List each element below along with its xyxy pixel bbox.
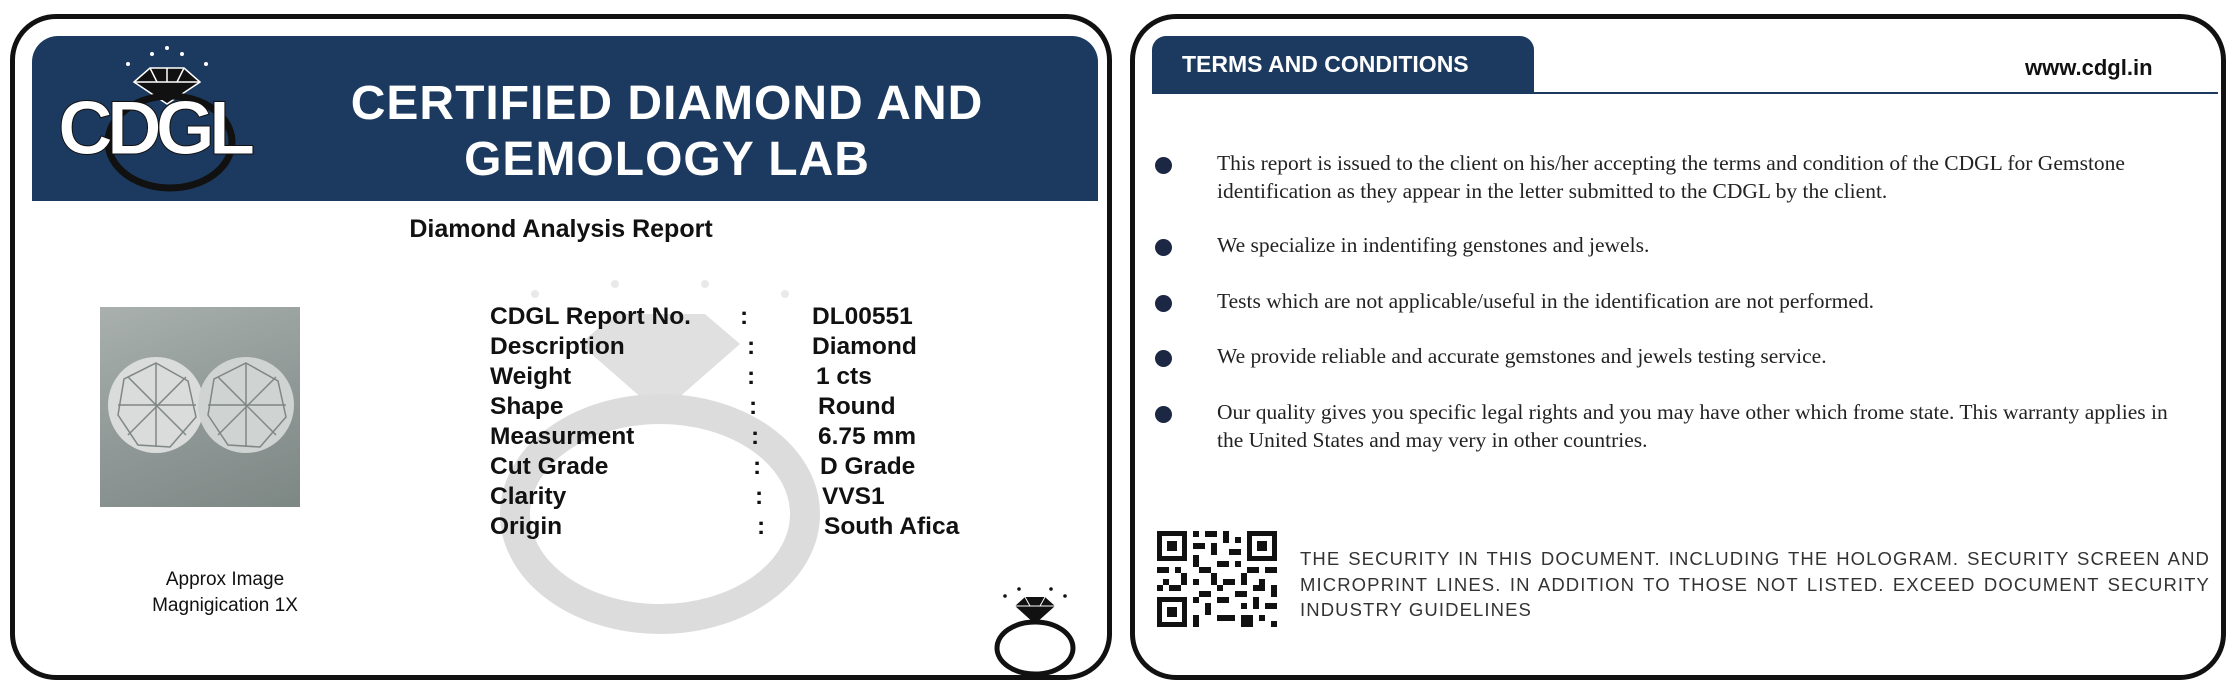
detail-label: CDGL Report No. xyxy=(490,303,691,330)
report-front-card xyxy=(10,14,1112,680)
detail-value: D Grade xyxy=(820,453,916,480)
cdgl-logo xyxy=(52,42,292,192)
term-text: We specialize in indentifing genstones and jewels. xyxy=(1217,233,1650,257)
bullet-icon xyxy=(1155,350,1172,367)
qr-code-icon[interactable] xyxy=(1157,531,1277,627)
detail-colon: : xyxy=(740,303,749,330)
term-text: We provide reliable and accurate gemstones and jewels testing service. xyxy=(1217,344,1827,368)
detail-colon: : xyxy=(757,513,766,540)
lab-title xyxy=(307,76,1027,188)
bullet-icon xyxy=(1155,157,1172,174)
detail-label: Origin xyxy=(490,513,563,540)
photo-caption xyxy=(95,567,355,619)
bullet-icon xyxy=(1155,406,1172,423)
detail-label: Description xyxy=(490,333,625,360)
diamond-pair-image xyxy=(100,307,300,507)
detail-value: Round xyxy=(818,393,896,420)
detail-colon: : xyxy=(749,393,758,420)
report-subtitle: Diamond Analysis Report xyxy=(409,215,713,243)
detail-colon: : xyxy=(753,453,762,480)
detail-value: Diamond xyxy=(812,333,917,360)
term-text: This report is issued to the client on his/her accepting the terms and condition of the CDGL for Gemstone identification as they appear in the letter submitted to the CDGL by the client. xyxy=(1217,151,2125,203)
detail-value: 6.75 mm xyxy=(818,423,917,450)
diamond-photo xyxy=(100,307,300,507)
website-link[interactable]: www.cdgl.in xyxy=(2025,55,2153,80)
report-back-card xyxy=(1130,14,2226,680)
terms-heading-rule xyxy=(1152,92,2218,94)
header-banner xyxy=(32,36,1098,201)
bullet-icon xyxy=(1155,295,1172,312)
lab-title-line2: GEMOLOGY LAB xyxy=(464,133,870,186)
detail-value: 1 cts xyxy=(816,363,872,390)
terms-heading-tab: TERMS AND CONDITIONS xyxy=(1152,36,1534,92)
security-notice: THE SECURITY IN THIS DOCUMENT. INCLUDING THE HOLOGRAM. SECURITY SCREEN AND MICROPRINT LINES. IN ADDITION TO THOSE NOT LISTED. EXCEED DOCUMENT SECURITY INDUSTRY GUIDELINES xyxy=(1300,548,2210,620)
svg-text:CDGL: CDGL xyxy=(58,86,250,171)
detail-value: DL00551 xyxy=(812,303,913,330)
detail-colon: : xyxy=(747,363,756,390)
diamond-ring-seal-icon xyxy=(985,584,1085,679)
detail-value: VVS1 xyxy=(822,483,885,510)
detail-label: Shape xyxy=(490,393,564,420)
bullet-icon xyxy=(1155,239,1172,256)
term-text: Tests which are not applicable/useful in the identification are not performed. xyxy=(1217,289,1874,313)
term-text: Our quality gives you specific legal rights and you may have other which frome state. This warranty applies in the United States and may very in other countries. xyxy=(1217,400,2168,452)
detail-value: South Afica xyxy=(824,513,960,540)
detail-label: Weight xyxy=(490,363,572,390)
photo-caption-line1: Approx Image xyxy=(165,569,285,590)
photo-caption-line2: Magnigication 1X xyxy=(152,595,298,616)
detail-label: Measurment xyxy=(490,423,635,450)
detail-colon: : xyxy=(751,423,760,450)
detail-label: Clarity xyxy=(490,483,567,510)
detail-colon: : xyxy=(755,483,764,510)
lab-title-line1: CERTIFIED DIAMOND AND xyxy=(350,77,984,130)
detail-colon: : xyxy=(747,333,756,360)
detail-label: Cut Grade xyxy=(490,453,609,480)
